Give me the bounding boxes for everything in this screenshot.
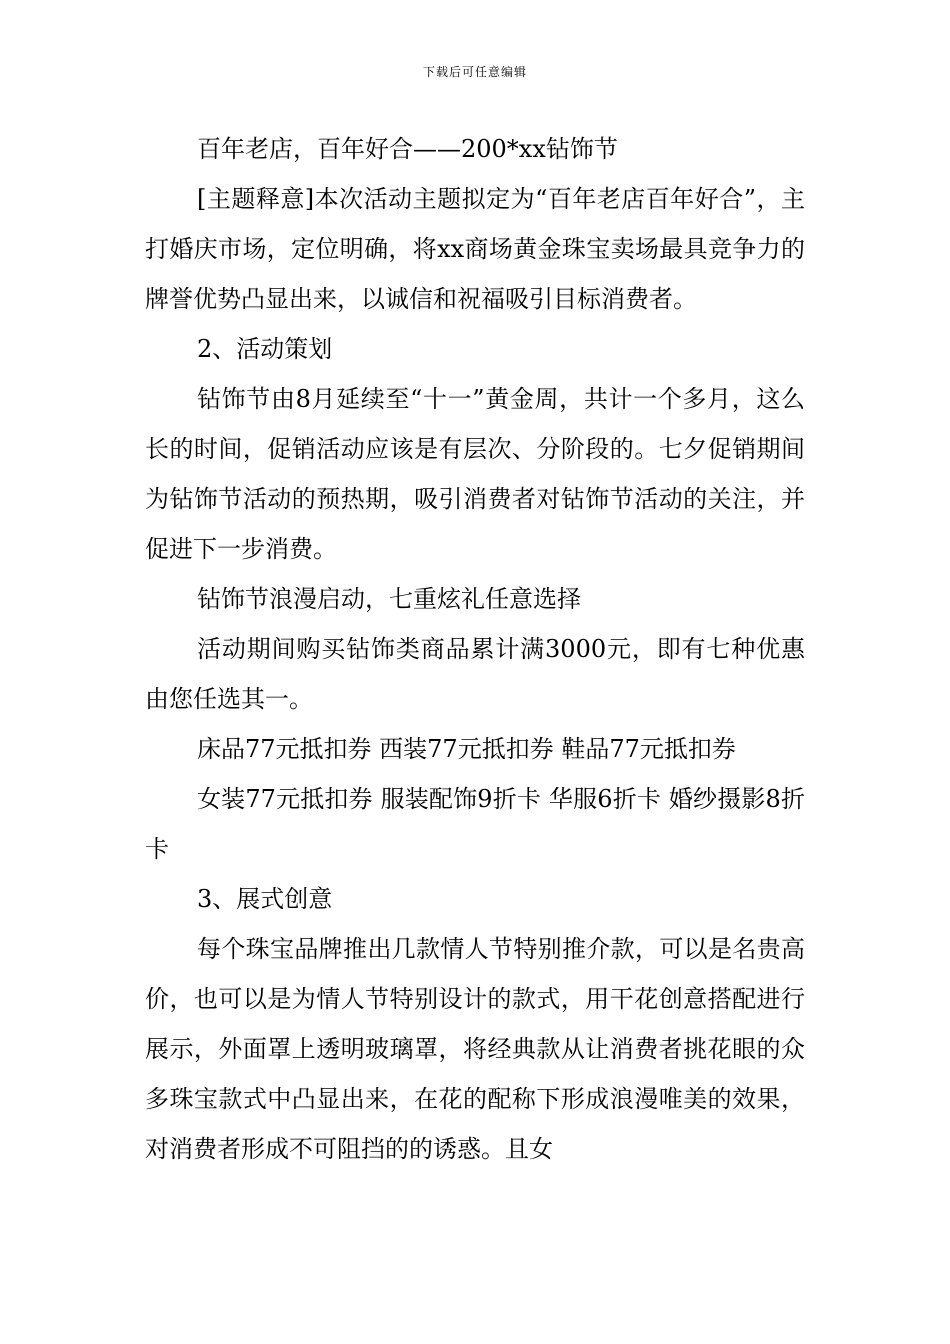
list-coupons-1: 床品77元抵扣券 西装77元抵扣券 鞋品77元抵扣券 [197, 735, 736, 763]
heading-section-3: 3、展式创意 [197, 885, 333, 913]
page-header: 下载后可任意编辑 [422, 65, 527, 79]
paragraph-offer: 活动期间购买钻饰类商品累计满3000元，即有七种优惠由您任选其一。 [145, 635, 805, 713]
paragraph-display: 每个珠宝品牌推出几款情人节特别推介款，可以是名贵高价，也可以是为情人节特别设计的款式，用干花创意搭配进行展示，外面罩上透明玻璃罩，将经典款从让消费者挑花眼的众多珠宝款式中凸显出来，在花的配称下形成浪漫唯美的效果，对消费者形成不可阻挡的的诱惑。且女 [145, 935, 805, 1163]
list-coupons-2: 女装77元抵扣券 服装配饰9折卡 华服6折卡 婚纱摄影8折卡 [145, 785, 805, 863]
subheading-launch: 钻饰节浪漫启动，七重炫礼任意选择 [197, 585, 581, 613]
paragraph-plan: 钻饰节由8月延续至“十一”黄金周，共计一个多月，这么长的时间，促销活动应该是有层次、分阶段的。七夕促销期间为钻饰节活动的预热期，吸引消费者对钻饰节活动的关注，并促进下一步消费。 [145, 385, 805, 563]
heading-section-2: 2、活动策划 [197, 335, 333, 363]
document-body [145, 124, 805, 1174]
paragraph-theme: [主题释意]本次活动主题拟定为“百年老店百年好合”，主打婚庆市场，定位明确，将xx商场黄金珠宝卖场最具竞争力的牌誉优势凸显出来，以诚信和祝福吸引目标消费者。 [145, 185, 805, 313]
heading-title: 百年老店，百年好合——200*xx钻饰节 [197, 135, 618, 163]
